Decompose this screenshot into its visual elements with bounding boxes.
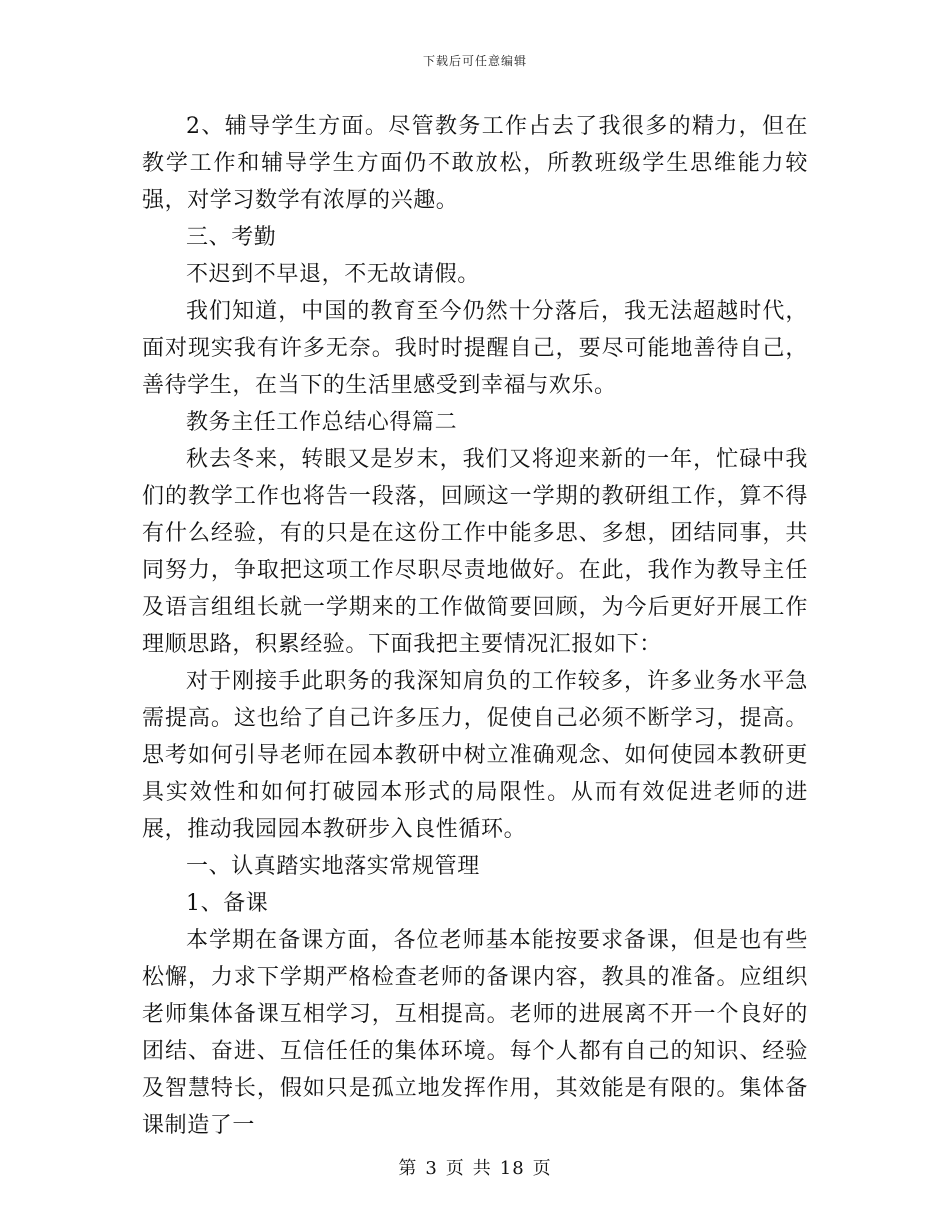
page-label-mid: 页 bbox=[445, 1158, 465, 1179]
article-title-part-two: 教务主任工作总结心得篇二 bbox=[186, 410, 458, 435]
section-heading-routine-management: 一、认真踏实地落实常规管理 bbox=[186, 854, 480, 879]
current-page-number: 3 bbox=[425, 1158, 438, 1179]
paragraph-lesson-prep: 本学期在备课方面，各位老师基本能按要求备课，但是也有些松懈，力求下学期严格检查老师的备课内容，教具的准备。应组织老师集体备课互相学习，互相提高。老师的进展离不开一个良好的团结、奋进、互信任任的集体环境。每个人都有自己的知识、经验及智慧特长，假如只是孤立地发挥作用，其效能是有限的。集体备课制造了一 bbox=[142, 928, 808, 1138]
paragraph-tutoring: 2、辅导学生方面。尽管教务工作占去了我很多的精力，但在教学工作和辅导学生方面仍不敢放松，所教班级学生思维能力较强，对学习数学有浓厚的兴趣。 bbox=[142, 114, 808, 213]
page-label-suffix: 页 bbox=[532, 1158, 552, 1179]
paragraph-intro: 秋去冬来，转眼又是岁末，我们又将迎来新的一年，忙碌中我们的教学工作也将告一段落，回顾这一学期的教研组工作，算不得有什么经验，有的只是在这份工作中能多思、多想，团结同事，共同努力，争取把这项工作尽职尽责地做好。在此，我作为教导主任及语言组组长就一学期来的工作做简要回顾，为今后更好开展工作理顺思路，积累经验。下面我把主要情况汇报如下： bbox=[142, 447, 808, 657]
paragraph-reflection: 我们知道，中国的教育至今仍然十分落后，我无法超越时代，面对现实我有许多无奈。我时时提醒自己，要尽可能地善待自己，善待学生，在当下的生活里感受到幸福与欢乐。 bbox=[142, 299, 808, 398]
document-body bbox=[142, 108, 808, 1144]
total-pages-number: 18 bbox=[499, 1158, 525, 1179]
total-label: 共 bbox=[472, 1158, 492, 1179]
page-footer bbox=[0, 1154, 950, 1180]
page-header: 下载后可任意编辑 bbox=[422, 54, 527, 68]
page-label-prefix: 第 bbox=[398, 1158, 418, 1179]
section-heading-attendance: 三、考勤 bbox=[186, 225, 277, 250]
paragraph-new-role: 对于刚接手此职务的我深知肩负的工作较多，许多业务水平急需提高。这也给了自己许多压力，促使自己必须不断学习，提高。思考如何引导老师在园本教研中树立准确观念、如何使园本教研更具实效性和如何打破园本形式的局限性。从而有效促进老师的进展，推动我园园本教研步入良性循环。 bbox=[142, 669, 808, 842]
subsection-heading-lesson-prep: 1、备课 bbox=[186, 891, 269, 916]
paragraph-attendance: 不迟到不早退，不无故请假。 bbox=[186, 262, 480, 287]
